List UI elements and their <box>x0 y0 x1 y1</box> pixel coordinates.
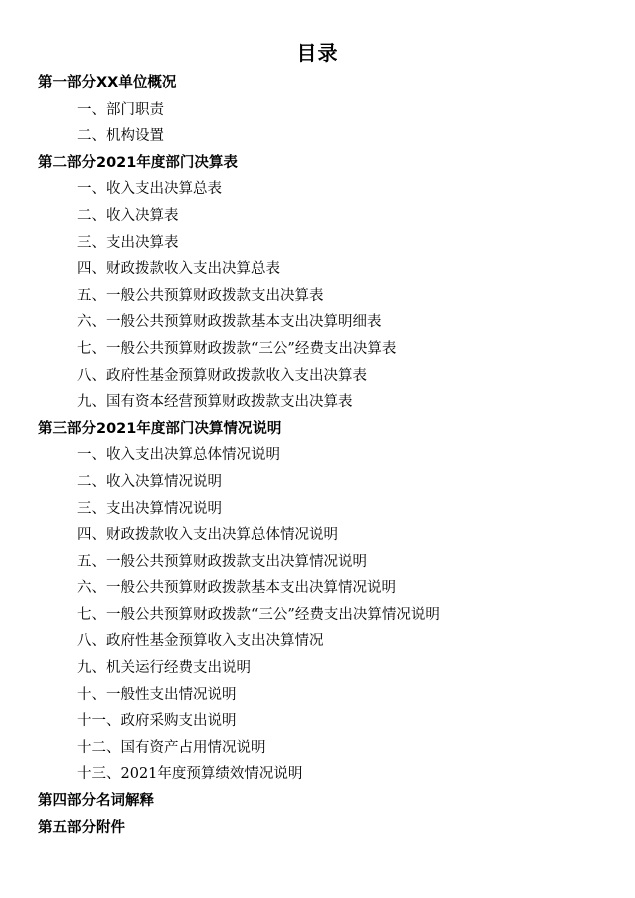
toc-item[interactable]: 九、国有资本经营预算财政拨款支出决算表 <box>77 394 353 411</box>
toc-item[interactable]: 四、财政拨款收入支出决算总表 <box>77 261 280 278</box>
table-of-contents <box>0 70 635 841</box>
toc-item[interactable]: 十、一般性支出情况说明 <box>77 686 237 703</box>
page-title: 目录 <box>296 41 339 65</box>
toc-part-heading[interactable]: 第五部分附件 <box>38 819 125 836</box>
toc-item[interactable]: 一、部门职责 <box>77 101 164 118</box>
toc-part-heading[interactable]: 第二部分2021年度部门决算表 <box>38 154 238 171</box>
toc-item[interactable]: 三、支出决算情况说明 <box>77 500 222 517</box>
toc-item[interactable]: 十一、政府采购支出说明 <box>77 713 237 730</box>
toc-part-heading[interactable]: 第三部分2021年度部门决算情况说明 <box>38 420 282 437</box>
toc-item[interactable]: 一、收入支出决算总表 <box>77 181 222 198</box>
toc-item[interactable]: 二、收入决算情况说明 <box>77 473 222 490</box>
toc-item[interactable]: 一、收入支出决算总体情况说明 <box>77 447 280 464</box>
toc-item[interactable]: 八、政府性基金预算收入支出决算情况 <box>77 633 324 650</box>
toc-item[interactable]: 七、一般公共预算财政拨款“三公”经费支出决算表 <box>77 340 397 357</box>
toc-item[interactable]: 七、一般公共预算财政拨款“三公”经费支出决算情况说明 <box>77 606 440 623</box>
toc-part-heading[interactable]: 第一部分XX单位概况 <box>38 75 177 91</box>
toc-item[interactable]: 六、一般公共预算财政拨款基本支出决算情况说明 <box>77 580 396 597</box>
toc-item[interactable]: 二、机构设置 <box>77 128 164 145</box>
toc-item[interactable]: 八、政府性基金预算财政拨款收入支出决算表 <box>77 367 367 384</box>
toc-item[interactable]: 四、财政拨款收入支出决算总体情况说明 <box>77 527 338 544</box>
toc-part-heading[interactable]: 第四部分名词解释 <box>38 793 154 810</box>
toc-item[interactable]: 九、机关运行经费支出说明 <box>77 660 251 677</box>
toc-item[interactable]: 五、一般公共预算财政拨款支出决算情况说明 <box>77 553 367 570</box>
toc-item[interactable]: 二、收入决算表 <box>77 207 179 224</box>
toc-item[interactable]: 十二、国有资产占用情况说明 <box>77 739 266 756</box>
toc-item[interactable]: 十三、2021年度预算绩效情况说明 <box>77 766 303 783</box>
toc-item[interactable]: 六、一般公共预算财政拨款基本支出决算明细表 <box>77 314 382 331</box>
toc-item[interactable]: 三、支出决算表 <box>77 234 179 251</box>
toc-item[interactable]: 五、一般公共预算财政拨款支出决算表 <box>77 287 324 304</box>
